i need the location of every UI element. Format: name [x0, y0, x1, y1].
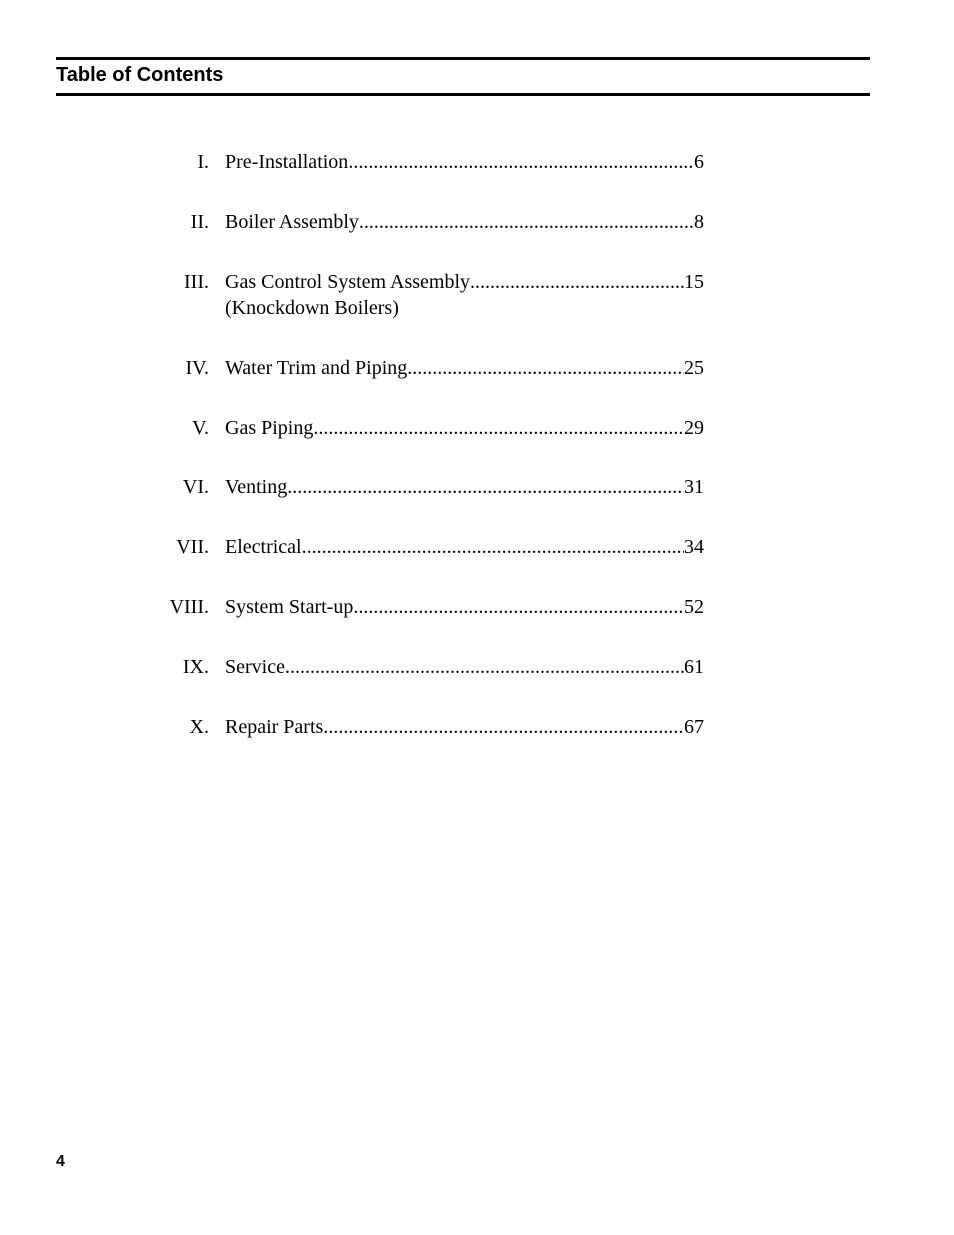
section-header — [56, 57, 870, 96]
toc-page-number: 34 — [684, 536, 704, 558]
toc-title: Gas Control System Assembly — [225, 271, 471, 293]
toc-row — [225, 209, 704, 235]
toc-numeral: II. — [190, 211, 209, 233]
toc-page-number: 8 — [694, 211, 704, 233]
toc-numeral: IV. — [185, 357, 209, 379]
toc-title: Electrical — [225, 536, 302, 558]
toc-row — [225, 594, 704, 620]
toc-row — [225, 534, 704, 560]
toc-page-number: 61 — [684, 656, 704, 678]
toc-numeral: IX. — [182, 656, 209, 678]
toc-row — [225, 654, 704, 680]
toc-dot-leader — [313, 415, 684, 441]
toc-row — [225, 415, 704, 441]
toc-numeral: VII. — [176, 536, 209, 558]
toc-dot-leader — [359, 209, 694, 235]
toc-dot-leader — [323, 714, 684, 740]
toc-numeral: I. — [197, 151, 209, 173]
page-title: Table of Contents — [56, 64, 224, 86]
toc-dot-leader — [348, 149, 694, 175]
toc-title: Gas Piping — [225, 417, 314, 439]
toc-numeral: V. — [192, 417, 209, 439]
toc-row — [225, 714, 704, 740]
toc-page-number: 25 — [684, 357, 704, 379]
toc-dot-leader — [353, 594, 684, 620]
toc-subtitle: (Knockdown Boilers) — [225, 297, 399, 319]
toc-title: System Start-up — [225, 596, 354, 618]
toc-numeral: VI. — [182, 476, 209, 498]
toc-title: Water Trim and Piping — [225, 357, 408, 379]
toc-dot-leader — [470, 269, 684, 295]
toc-row — [225, 355, 704, 381]
toc-title: Venting — [225, 476, 288, 498]
toc-numeral: III. — [184, 271, 209, 293]
toc-dot-leader — [407, 355, 684, 381]
toc-title: Service — [225, 656, 285, 678]
toc-row — [225, 269, 704, 295]
toc-row — [225, 149, 704, 175]
toc-page-number: 31 — [684, 476, 704, 498]
toc-numeral: VIII. — [169, 596, 209, 618]
toc-page-number: 52 — [684, 596, 704, 618]
footer-page-number: 4 — [56, 1153, 65, 1170]
toc-row — [225, 474, 704, 500]
toc-title: Repair Parts — [225, 716, 324, 738]
toc-dot-leader — [287, 474, 684, 500]
toc-page-number: 15 — [684, 271, 704, 293]
toc-page-number: 67 — [684, 716, 704, 738]
toc-page-number: 6 — [694, 151, 704, 173]
toc-page-number: 29 — [684, 417, 704, 439]
toc-title: Pre-Installation — [225, 151, 349, 173]
toc-numeral: X. — [189, 716, 209, 738]
toc-title: Boiler Assembly — [225, 211, 359, 233]
toc-dot-leader — [285, 654, 684, 680]
toc-dot-leader — [302, 534, 684, 560]
